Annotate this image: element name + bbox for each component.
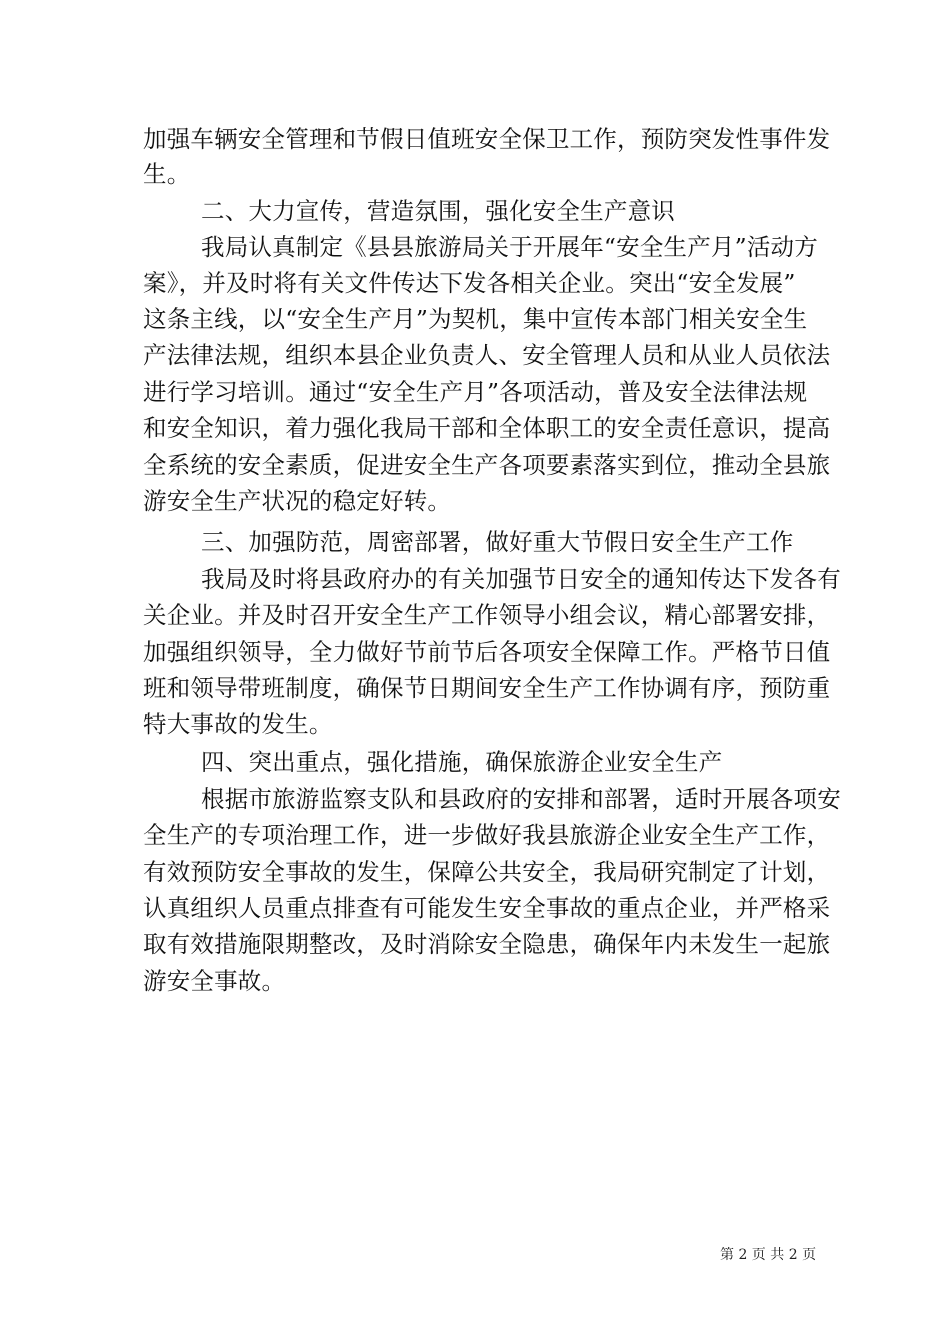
body-text-line: 游安全生产状况的稳定好转。 — [143, 487, 452, 515]
body-text-line: 取有效措施限期整改，及时消除安全隐患，确保年内未发生一起旅 — [143, 930, 831, 958]
body-text-line: 和安全知识，着力强化我局干部和全体职工的安全责任意识，提高 — [143, 414, 831, 442]
body-text-line: 加强车辆安全管理和节假日值班安全保卫工作，预防突发性事件发 — [143, 125, 831, 153]
body-text-line: 认真组织人员重点排查有可能发生安全事故的重点企业，并严格采 — [143, 894, 831, 922]
body-text-line: 案》，并及时将有关文件传达下发各相关企业。突出“安全发展” — [143, 269, 796, 297]
section-heading: 四、突出重点，强化措施，确保旅游企业安全生产 — [201, 748, 723, 776]
section-heading: 三、加强防范，周密部署，做好重大节假日安全生产工作 — [201, 528, 794, 556]
body-text-line: 有效预防安全事故的发生，保障公共安全，我局研究制定了计划， — [143, 858, 831, 886]
body-text-line: 关企业。并及时召开安全生产工作领导小组会议，精心部署安排， — [143, 601, 831, 629]
body-text-line: 游安全事故。 — [143, 967, 286, 995]
body-text-line: 班和领导带班制度，确保节日期间安全生产工作协调有序，预防重 — [143, 674, 831, 702]
body-text-line: 全系统的安全素质，促进安全生产各项要素落实到位，推动全县旅 — [143, 451, 831, 479]
page-number: 第 2 页 共 2 页 — [720, 1247, 817, 1263]
body-text-line: 这条主线，以“安全生产月”为契机，集中宣传本部门相关安全生 — [143, 305, 808, 333]
body-text-line: 产法律法规，组织本县企业负责人、安全管理人员和从业人员依法 — [143, 341, 831, 369]
body-text-line: 根据市旅游监察支队和县政府的安排和部署，适时开展各项安 — [201, 785, 841, 813]
body-text-line: 我局及时将县政府办的有关加强节日安全的通知传达下发各有 — [201, 565, 841, 593]
body-text-line: 我局认真制定《县县旅游局关于开展年“安全生产月”活动方 — [201, 233, 818, 261]
body-text-line: 全生产的专项治理工作，进一步做好我县旅游企业安全生产工作， — [143, 821, 831, 849]
body-text-line: 特大事故的发生。 — [143, 710, 333, 738]
body-text-line: 加强组织领导，全力做好节前节后各项安全保障工作。严格节日值 — [143, 638, 831, 666]
section-heading: 二、大力宣传，营造氛围，强化安全生产意识 — [201, 197, 675, 225]
body-text-line: 进行学习培训。通过“安全生产月”各项活动，普及安全法律法规 — [143, 378, 808, 406]
body-text-line: 生。 — [143, 160, 191, 188]
